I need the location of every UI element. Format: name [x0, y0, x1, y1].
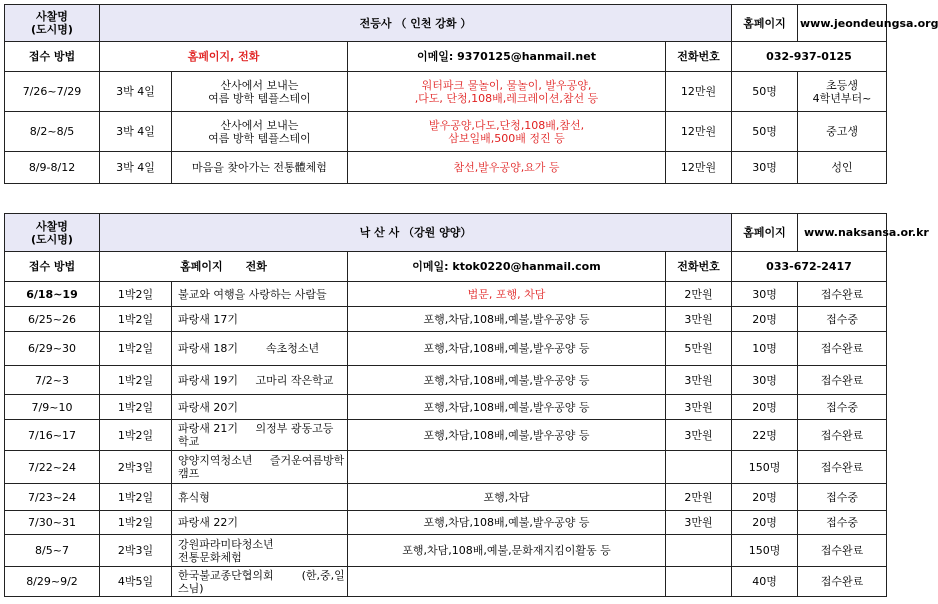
cell-program: 불교와 여행을 사랑하는 사람들	[172, 282, 348, 307]
cell-duration: 3박 4일	[100, 112, 172, 152]
homepage-label: 홈페이지	[732, 214, 798, 252]
cell-duration: 1박2일	[100, 332, 172, 366]
table-row	[5, 112, 887, 152]
cell-date: 8/29~9/2	[5, 567, 100, 597]
table-row	[5, 451, 887, 484]
table-row	[5, 72, 887, 112]
cell-content: 워터파크 물놀이, 물놀이, 발우공양, ,다도, 단청,108배,레크레이션,참선 등	[348, 72, 666, 112]
cell-cap: 30명	[732, 366, 798, 395]
cell-cap: 150명	[732, 451, 798, 484]
cell-duration: 1박2일	[100, 420, 172, 451]
cell-note: 접수완료	[798, 420, 887, 451]
cell-program: 강원파라미타청소년 전통문화체험	[172, 535, 348, 567]
cell-cap: 50명	[732, 112, 798, 152]
cell-fee: 2만원	[666, 282, 732, 307]
temple-table-jeondeungsa	[4, 4, 938, 184]
apply-method-label: 접수 방법	[5, 252, 100, 282]
cell-note: 초등생 4학년부터~	[798, 72, 887, 112]
cell-program: 양양지역청소년 즐거운여름방학 캠프	[172, 451, 348, 484]
temple-name-label: 사찰명 (도시명)	[5, 5, 100, 42]
table-row	[5, 420, 887, 451]
cell-content: 포행,차담,108배,예불,발우공양 등	[348, 395, 666, 420]
cell-cap: 50명	[732, 72, 798, 112]
cell-fee: 3만원	[666, 420, 732, 451]
cell-date: 7/23~24	[5, 484, 100, 511]
cell-content: 포행,차담,108배,예불,발우공양 등	[348, 420, 666, 451]
table-row	[5, 332, 887, 366]
table-row	[5, 535, 887, 567]
cell-duration: 3박 4일	[100, 152, 172, 184]
apply-method-value: 홈페이지 전화	[100, 252, 348, 282]
table-row	[5, 511, 887, 535]
homepage-url[interactable]: www.jeondeungsa.org	[798, 5, 887, 42]
table-row	[5, 567, 887, 597]
cell-cap: 22명	[732, 420, 798, 451]
cell-cap: 10명	[732, 332, 798, 366]
phone-label: 전화번호	[666, 42, 732, 72]
homepage-label: 홈페이지	[732, 5, 798, 42]
cell-duration: 2박3일	[100, 451, 172, 484]
cell-content: 포행,차담,108배,예불,발우공양 등	[348, 307, 666, 332]
cell-duration: 2박3일	[100, 535, 172, 567]
cell-fee	[666, 535, 732, 567]
cell-duration: 3박 4일	[100, 72, 172, 112]
cell-duration: 1박2일	[100, 282, 172, 307]
cell-program: 파랑새 19기 고마리 작은학교	[172, 366, 348, 395]
cell-content	[348, 451, 666, 484]
cell-duration: 1박2일	[100, 395, 172, 420]
cell-date: 7/2~3	[5, 366, 100, 395]
cell-note: 접수중	[798, 307, 887, 332]
cell-date: 7/30~31	[5, 511, 100, 535]
cell-note: 중고생	[798, 112, 887, 152]
cell-duration: 1박2일	[100, 511, 172, 535]
cell-fee: 3만원	[666, 366, 732, 395]
cell-content: 포행,차담,108배,예불,발우공양 등	[348, 511, 666, 535]
email-cell	[348, 42, 666, 72]
table-row	[5, 282, 887, 307]
cell-fee: 5만원	[666, 332, 732, 366]
cell-program: 파랑새 18기 속초청소년	[172, 332, 348, 366]
cell-note: 접수완료	[798, 366, 887, 395]
cell-date: 7/9~10	[5, 395, 100, 420]
table-row	[5, 395, 887, 420]
table-row	[5, 484, 887, 511]
rows1	[5, 72, 887, 184]
cell-date: 6/25~26	[5, 307, 100, 332]
cell-cap: 20명	[732, 484, 798, 511]
cell-cap: 30명	[732, 152, 798, 184]
cell-content: 포행,차담	[348, 484, 666, 511]
cell-note: 접수완료	[798, 567, 887, 597]
homepage-url[interactable]: www.naksansa.or.kr	[798, 214, 887, 252]
cell-content: 포행,차담,108배,예불,발우공양 등	[348, 366, 666, 395]
temple-name-label: 사찰명 (도시명)	[5, 214, 100, 252]
cell-program: 마음을 찾아가는 전통體체험	[172, 152, 348, 184]
cell-duration: 4박5일	[100, 567, 172, 597]
rows2	[5, 282, 887, 597]
cell-note: 접수완료	[798, 451, 887, 484]
cell-duration: 1박2일	[100, 366, 172, 395]
cell-program: 파랑새 17기	[172, 307, 348, 332]
cell-content: 법문, 포행, 차담	[348, 282, 666, 307]
cell-program: 파랑새 21기 의정부 광동고등 학교	[172, 420, 348, 451]
cell-content: 발우공양,다도,단청,108배,참선, 삼보일배,500배 정진 등	[348, 112, 666, 152]
phone-label: 전화번호	[666, 252, 732, 282]
cell-fee: 3만원	[666, 395, 732, 420]
cell-program: 파랑새 20기	[172, 395, 348, 420]
cell-duration: 1박2일	[100, 484, 172, 511]
cell-content	[348, 567, 666, 597]
cell-date: 8/2~8/5	[5, 112, 100, 152]
cell-program: 산사에서 보내는 여름 방학 템플스테이	[172, 112, 348, 152]
cell-date: 7/26~7/29	[5, 72, 100, 112]
cell-cap: 20명	[732, 307, 798, 332]
cell-program: 한국불교종단협의회 (한,중,일 스님)	[172, 567, 348, 597]
phone-value: 032-937-0125	[732, 42, 887, 72]
cell-cap: 20명	[732, 395, 798, 420]
cell-content: 포행,차담,108배,예불,발우공양 등	[348, 332, 666, 366]
cell-fee: 3만원	[666, 307, 732, 332]
table-row	[5, 307, 887, 332]
cell-fee: 3만원	[666, 511, 732, 535]
cell-date: 6/18~19	[5, 282, 100, 307]
cell-date: 8/5~7	[5, 535, 100, 567]
email-value[interactable]: 9370125@hanmail.net	[457, 50, 596, 63]
cell-cap: 30명	[732, 282, 798, 307]
table-row	[5, 366, 887, 395]
temple-table-naksansa	[4, 213, 929, 597]
cell-date: 7/22~24	[5, 451, 100, 484]
apply-method-value: 홈페이지, 전화	[100, 42, 348, 72]
cell-fee: 12만원	[666, 152, 732, 184]
cell-date: 7/16~17	[5, 420, 100, 451]
cell-program: 휴식형	[172, 484, 348, 511]
cell-date: 8/9-8/12	[5, 152, 100, 184]
cell-fee: 12만원	[666, 72, 732, 112]
cell-date: 6/29~30	[5, 332, 100, 366]
cell-fee	[666, 451, 732, 484]
temple-name: 낙 산 사 （강원 양양）	[100, 214, 732, 252]
cell-note: 접수중	[798, 511, 887, 535]
cell-content: 참선,발우공양,요가 등	[348, 152, 666, 184]
cell-program: 파랑새 22기	[172, 511, 348, 535]
email-value[interactable]: ktok0220@hanmail.com	[452, 260, 601, 273]
apply-method-label: 접수 방법	[5, 42, 100, 72]
temple-name: 전등사 （ 인천 강화 ）	[100, 5, 732, 42]
email-cell	[348, 252, 666, 282]
cell-program: 산사에서 보내는 여름 방학 템플스테이	[172, 72, 348, 112]
phone-value: 033-672-2417	[732, 252, 887, 282]
table-row	[5, 152, 887, 184]
cell-note: 성인	[798, 152, 887, 184]
cell-cap: 40명	[732, 567, 798, 597]
cell-cap: 20명	[732, 511, 798, 535]
email-label: 이메일:	[417, 50, 454, 63]
cell-fee	[666, 567, 732, 597]
cell-note: 접수중	[798, 484, 887, 511]
cell-content: 포행,차담,108배,예불,문화재지킴이활동 등	[348, 535, 666, 567]
cell-note: 접수완료	[798, 332, 887, 366]
cell-note: 접수완료	[798, 535, 887, 567]
cell-note: 접수완료	[798, 282, 887, 307]
cell-note: 접수중	[798, 395, 887, 420]
cell-fee: 12만원	[666, 112, 732, 152]
cell-fee: 2만원	[666, 484, 732, 511]
email-label: 이메일:	[412, 260, 449, 273]
cell-duration: 1박2일	[100, 307, 172, 332]
cell-cap: 150명	[732, 535, 798, 567]
